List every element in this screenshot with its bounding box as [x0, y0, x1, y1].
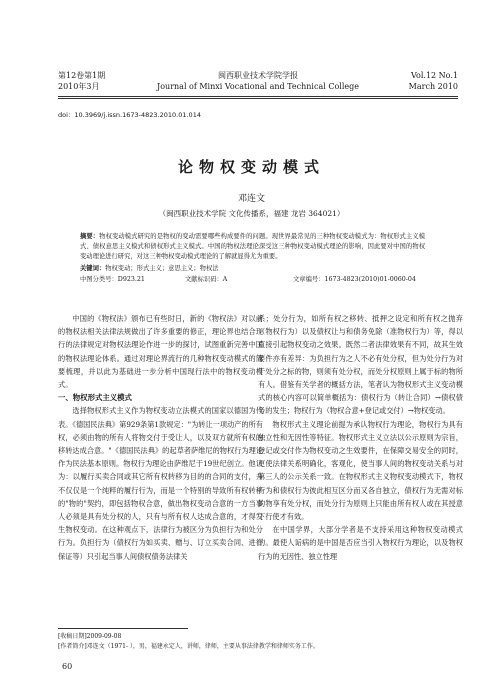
article-title: 论物权变动模式 [177, 158, 325, 176]
document-code: 文献标识码：A [185, 276, 228, 283]
clc-number: 中图分类号：D923.21 [80, 276, 145, 283]
header-rule [58, 96, 458, 97]
author-info: [作者简介]邓连文（1971- ），男，福建永定人，讲师，律师，主要从事法律教学和律师实务工作。 [58, 642, 319, 650]
volume-issue: 第12卷第1期 [58, 71, 106, 80]
abstract [80, 232, 425, 262]
abstract-text: 物权变动模式研究的是物权的变动需要哪些构成要件的问题。现世界最常见的三种物权变动模式为：物权形式主义模式、债权意思主义模式和债权形式主义模式。中国的物权法理论深受这三种物权变动模式理论的影响，因此要对中国的物权变动理论进行研究，对这三种物权变动模式理论的了解就显得尤为重要。 [80, 233, 425, 260]
keywords [80, 263, 425, 272]
author: 邓连文 [237, 194, 265, 204]
publish-date: 2010年3月 [58, 82, 100, 91]
journal-header [58, 70, 458, 92]
keywords-label: 关键词： [80, 265, 106, 272]
doi: doi：10.3969/j.issn.1673-4823.2010.01.014 [58, 111, 201, 119]
article-number: 文章编号：1673-4823(2010)01-0060-04 [293, 276, 416, 283]
journal-name-cn: 闽西职业技术学院学报 [218, 71, 298, 80]
abstract-label: 摘要： [80, 233, 100, 240]
right-column [258, 312, 463, 563]
left-column [58, 312, 263, 563]
footnote [58, 632, 319, 651]
left-paragraph-1: 中国的《物权法》颁布已有些时日，新的《物权法》对以前的物权法相关法律法规做出了许多重要的修正，理论界也结合现行的法律规定对物权法理论作进一步的探讨，试图重新完善中国的物权法理论体系。通过对理论界流行的几种物权变动模式的简要梳理，并以此为基础进一步分析中国现行法中的物权变动模式。 [58, 314, 263, 390]
footnote-rule [58, 628, 188, 629]
right-paragraph-3: 在中国学界，大部分学者是不支持采用这种物权变动模式的。最使人诟病的是中国是否应当引入物权行为理论，以及物权行为的无因性、独立性理 [258, 525, 463, 561]
keywords-text: 物权变动；形式主义；意思主义；物权法 [105, 265, 219, 272]
journal-name-en: Journal of Minxi Vocational and Technical College [157, 82, 359, 91]
volume-issue-en: Vol.12 No.1 [411, 71, 458, 80]
publish-date-en: March 2010 [408, 82, 458, 91]
affiliation: （闽西职业技术学院 文化传播系，福建 龙岩 364021） [158, 209, 345, 218]
page-number: 60 [62, 662, 73, 671]
section-heading: 一、物权形式主义模式 [58, 393, 132, 403]
right-paragraph-1: 系；处分行为，如所有权之移转、抵押之设定和所有权之抛弃（物权行为）以及债权让与和债务免除（准物权行为）等，得以直接引起物权变动之效果。既然二者法律效果有不同，故其生效要件亦有差异：为负担行为之人不必有处分权，但为处分行为对于处分之标的物，则须有处分权，而处分权原则上属于标的物所有人。借鉴有关学者的概括方法，笔者认为物权形式主义变动模式的核心内容可以简单概括为：债权行为（转让合同）→债权债务的发生；物权行为（物权合意+登记或交付）→物权变动。 [258, 314, 463, 416]
right-paragraph-2: 物权形式主义理论前提为承认物权行为理论，物权行为具有独立性和无因性等特征。物权形式主义立法以公示原则为宗旨，登记或交付作为物权变动之生效要件，在保障交易安全的同时，更使法律关系明确化，客观化，使当事人间的物权变动关系与对第三人的公示关系一致。在物权形式主义物权变动模式下，物权行为和债权行为彼此相互区分而又各自独立，债权行为无需对标的物享有处分权，而处分行为原则上只能由所有权人或在其授意下行使才有效。 [258, 419, 463, 522]
classification-line [80, 274, 425, 283]
left-paragraph-2: 选择物权形式主义作为物权变动立法模式的国家以德国为代表。《德国民法典》第929条第1款规定："为转让一项动产的所有权，必须由物的所有人将物交付于受让人，以及双方就所有权的移转达成合意。"《德国民法典》的起草者萨维尼的物权行为理论作为民法基本原则。物权行为理论由萨维尼于19世纪创立。他认为：以履行买卖合同或其它所有权转移为目的的合同的支付，并不仅仅是一个纯粹的履行行为，而是一个特别的导致所有权转移的"物的"契约，即包括物权合意，做出物权变动合意的一方当事人必须是具有处分权的人，只有与所有权人达成合意的，才得发生物权变动。在这种观点下，法律行为被区分为负担行为和处分行为。负担行为（债权行为如买卖、赠与、订立买卖合同、进行保证等）只引起当事人间债权债务法律关 [58, 406, 263, 561]
received-date: [收稿日期]2009-09-08 [58, 633, 122, 640]
header-rule-thin [58, 98, 458, 99]
